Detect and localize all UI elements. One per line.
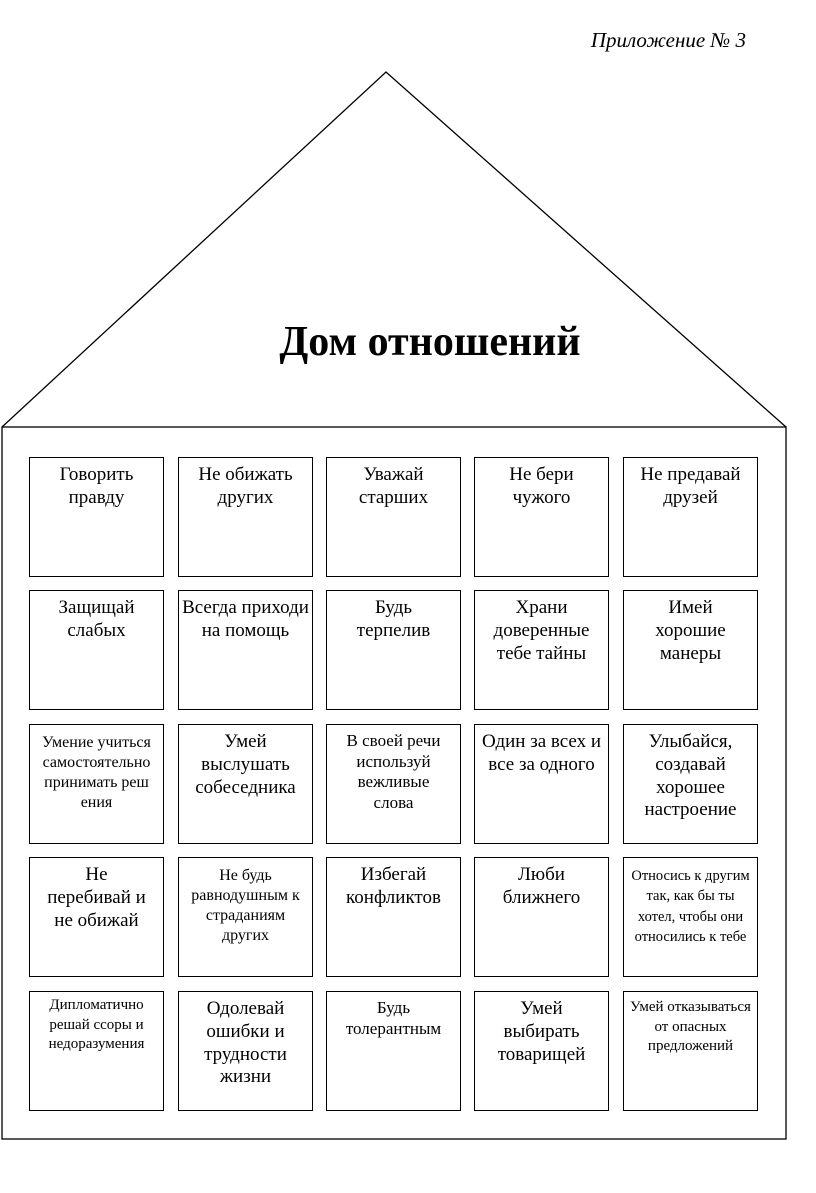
rule-cell: В своей речи используй вежливые слова (326, 724, 461, 844)
roof-line (2, 72, 786, 427)
rule-cell: Имей хорошие манеры (623, 590, 758, 710)
rule-cell: Не бери чужого (474, 457, 609, 577)
rule-cell: Не будь равнодушным к страданиям других (178, 857, 313, 977)
rule-cell: Люби ближнего (474, 857, 609, 977)
house-title: Дом отношений (279, 319, 581, 365)
rule-cell: Дипломатично решай ссоры и недоразумения (29, 991, 164, 1111)
rule-cell: Одолевай ошибки и трудности жизни (178, 991, 313, 1111)
rule-cell: Защищай слабых (29, 590, 164, 710)
rule-cell: Умение учиться самостоятельно принимать решения (29, 724, 164, 844)
rule-cell: Избегай конфликтов (326, 857, 461, 977)
rule-cell: Храни доверенные тебе тайны (474, 590, 609, 710)
rule-cell: Умей выслушать собеседника (178, 724, 313, 844)
appendix-label: Приложение № 3 (590, 28, 746, 52)
rule-cell: Умей отказываться от опасных предложений (623, 991, 758, 1111)
rule-cell: Умей выбирать товарищей (474, 991, 609, 1111)
rule-cell: Не предавай друзей (623, 457, 758, 577)
rule-cell: Не перебивай и не обижай (29, 857, 164, 977)
rule-cell: Уважай старших (326, 457, 461, 577)
rule-cell: Улыбайся, создавай хорошее настроение (623, 724, 758, 844)
rule-cell: Не обижать других (178, 457, 313, 577)
rule-cell: Говорить правду (29, 457, 164, 577)
rule-cell: Всегда приходи на помощь (178, 590, 313, 710)
rule-cell: Будь толерантным (326, 991, 461, 1111)
rule-cell: Относись к другим так, как бы ты хотел, чтобы они относились к тебе (623, 857, 758, 977)
rule-cell: Один за всех и все за одного (474, 724, 609, 844)
rule-cell: Будь терпелив (326, 590, 461, 710)
